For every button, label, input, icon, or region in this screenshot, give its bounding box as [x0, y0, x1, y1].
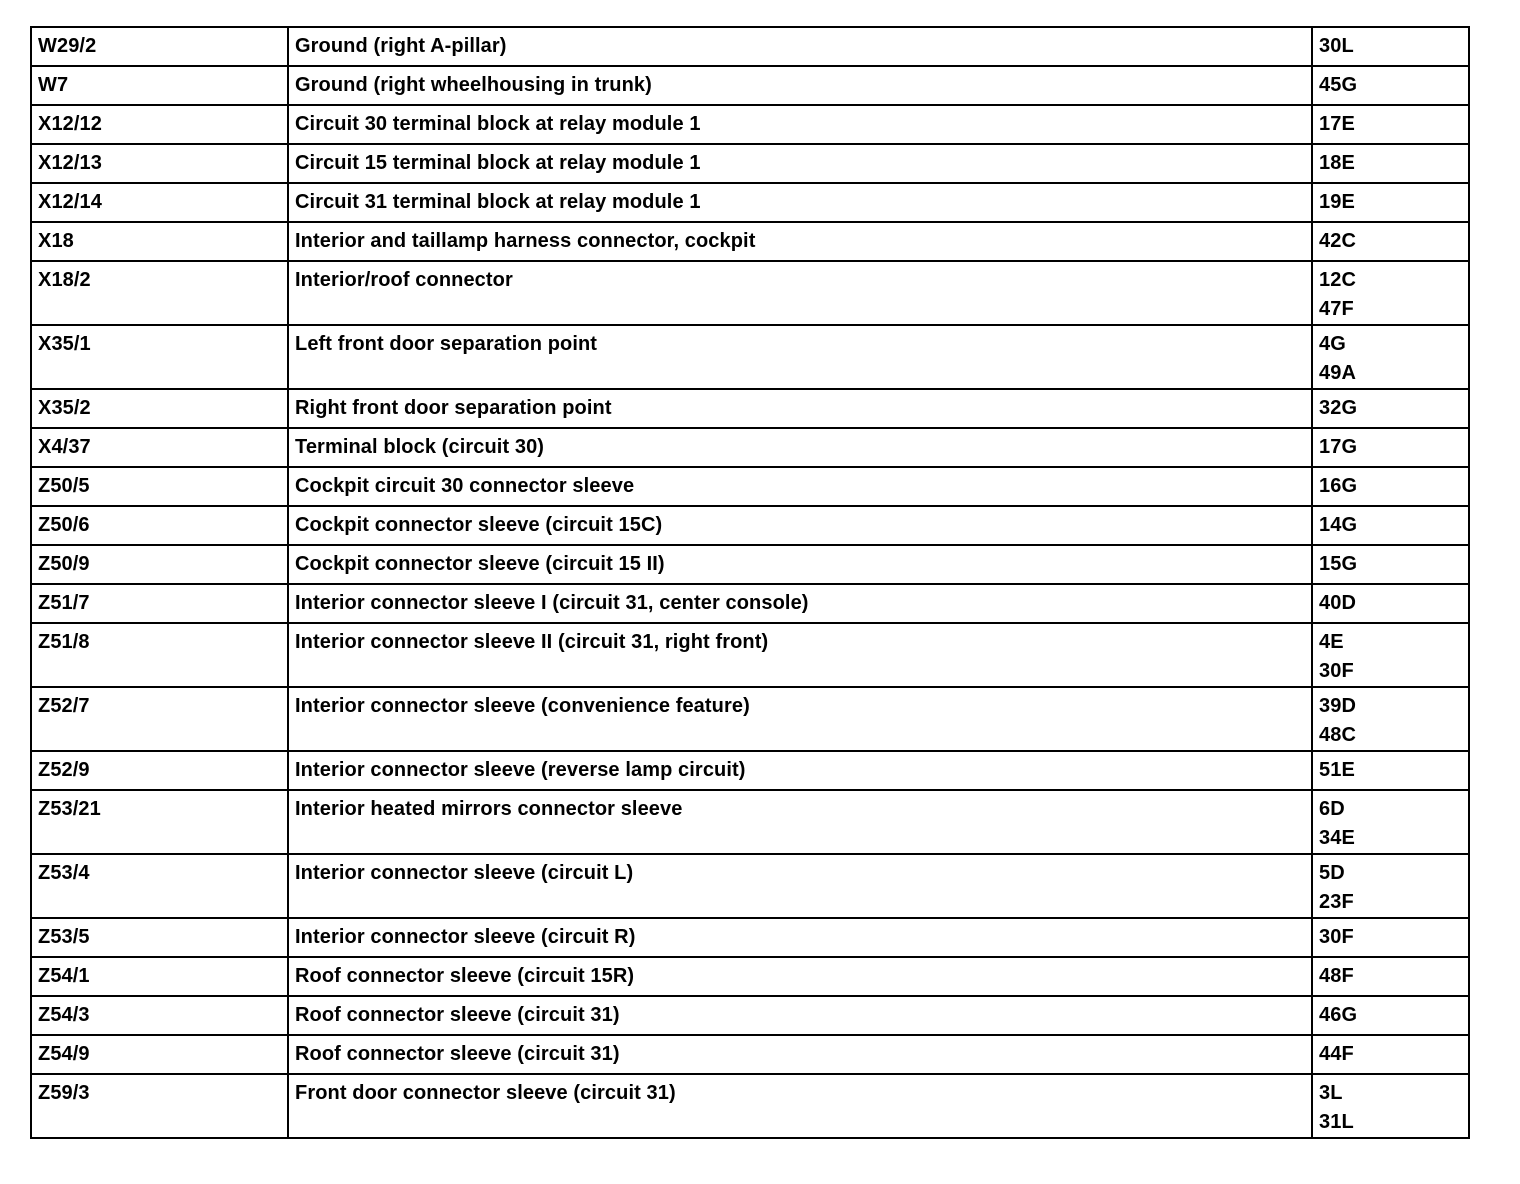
grid-location: 19E — [1319, 191, 1355, 213]
grid-location-cell — [1312, 1035, 1469, 1074]
table-row — [31, 506, 1469, 545]
grid-location: 4E — [1319, 631, 1344, 653]
grid-location: 42C — [1319, 230, 1356, 252]
component-code-cell: Z52/7 — [31, 687, 288, 751]
component-description-cell: Interior connector sleeve I (circuit 31, center console) — [288, 584, 1312, 623]
grid-location-cell — [1312, 623, 1469, 687]
grid-location-cell — [1312, 751, 1469, 790]
table-row — [31, 428, 1469, 467]
table-row — [31, 854, 1469, 918]
component-code-cell: X35/2 — [31, 389, 288, 428]
table-row — [31, 1035, 1469, 1074]
component-description-cell: Circuit 15 terminal block at relay module 1 — [288, 144, 1312, 183]
grid-location: 31L — [1319, 1111, 1354, 1133]
component-code-cell: Z59/3 — [31, 1074, 288, 1138]
component-description-cell: Interior connector sleeve (circuit L) — [288, 854, 1312, 918]
grid-location: 45G — [1319, 74, 1358, 96]
grid-location-cell — [1312, 687, 1469, 751]
component-code-cell: Z53/4 — [31, 854, 288, 918]
component-description-cell: Ground (right wheelhousing in trunk) — [288, 66, 1312, 105]
table-row — [31, 27, 1469, 66]
grid-location: 48C — [1319, 724, 1356, 746]
component-description-cell: Terminal block (circuit 30) — [288, 428, 1312, 467]
component-code-cell: Z54/9 — [31, 1035, 288, 1074]
component-code-cell: Z50/5 — [31, 467, 288, 506]
table-row — [31, 623, 1469, 687]
grid-location: 34E — [1319, 827, 1355, 849]
component-code-cell: Z53/21 — [31, 790, 288, 854]
component-description-cell: Interior connector sleeve (convenience feature) — [288, 687, 1312, 751]
grid-location-cell — [1312, 66, 1469, 105]
component-code-cell: X18/2 — [31, 261, 288, 325]
component-code-cell: X12/12 — [31, 105, 288, 144]
component-code-cell: W29/2 — [31, 27, 288, 66]
component-legend-table — [30, 26, 1470, 1139]
grid-location-cell — [1312, 105, 1469, 144]
component-description-cell: Circuit 30 terminal block at relay module 1 — [288, 105, 1312, 144]
grid-location: 30F — [1319, 660, 1354, 682]
grid-location-cell — [1312, 389, 1469, 428]
grid-location-cell — [1312, 1074, 1469, 1138]
component-description-cell: Interior connector sleeve (circuit R) — [288, 918, 1312, 957]
grid-location-cell — [1312, 428, 1469, 467]
grid-location: 23F — [1319, 891, 1354, 913]
component-description-cell: Ground (right A-pillar) — [288, 27, 1312, 66]
table-row — [31, 389, 1469, 428]
component-code-cell: X18 — [31, 222, 288, 261]
grid-location-cell — [1312, 467, 1469, 506]
legend-table-body — [31, 27, 1469, 1138]
component-code-cell: X12/13 — [31, 144, 288, 183]
component-code-cell: Z50/6 — [31, 506, 288, 545]
grid-location: 47F — [1319, 298, 1354, 320]
component-code-cell: Z52/9 — [31, 751, 288, 790]
grid-location-cell — [1312, 957, 1469, 996]
component-description-cell: Cockpit circuit 30 connector sleeve — [288, 467, 1312, 506]
component-description-cell: Roof connector sleeve (circuit 31) — [288, 1035, 1312, 1074]
table-row — [31, 66, 1469, 105]
grid-location-cell — [1312, 325, 1469, 389]
component-code-cell: X35/1 — [31, 325, 288, 389]
table-row — [31, 751, 1469, 790]
component-code-cell: Z51/7 — [31, 584, 288, 623]
component-code-cell: X4/37 — [31, 428, 288, 467]
grid-location: 4G — [1319, 333, 1346, 355]
table-row — [31, 222, 1469, 261]
component-description-cell: Left front door separation point — [288, 325, 1312, 389]
grid-location-cell — [1312, 261, 1469, 325]
component-code-cell: X12/14 — [31, 183, 288, 222]
component-code-cell: W7 — [31, 66, 288, 105]
grid-location: 51E — [1319, 759, 1355, 781]
component-description-cell: Interior heated mirrors connector sleeve — [288, 790, 1312, 854]
table-row — [31, 996, 1469, 1035]
grid-location: 30F — [1319, 926, 1354, 948]
component-code-cell: Z50/9 — [31, 545, 288, 584]
grid-location-cell — [1312, 854, 1469, 918]
component-description-cell: Cockpit connector sleeve (circuit 15 II) — [288, 545, 1312, 584]
table-row — [31, 183, 1469, 222]
grid-location: 15G — [1319, 553, 1358, 575]
grid-location: 6D — [1319, 798, 1345, 820]
grid-location-cell — [1312, 222, 1469, 261]
grid-location-cell — [1312, 545, 1469, 584]
table-row — [31, 325, 1469, 389]
grid-location: 44F — [1319, 1043, 1354, 1065]
component-code-cell: Z54/3 — [31, 996, 288, 1035]
grid-location: 30L — [1319, 35, 1354, 57]
grid-location-cell — [1312, 996, 1469, 1035]
table-row — [31, 467, 1469, 506]
grid-location-cell — [1312, 27, 1469, 66]
table-row — [31, 790, 1469, 854]
component-description-cell: Interior and taillamp harness connector, cockpit — [288, 222, 1312, 261]
table-row — [31, 918, 1469, 957]
grid-location: 14G — [1319, 514, 1358, 536]
grid-location-cell — [1312, 918, 1469, 957]
component-description-cell: Right front door separation point — [288, 389, 1312, 428]
grid-location: 5D — [1319, 862, 1345, 884]
component-legend-sheet — [30, 26, 1468, 1139]
component-description-cell: Roof connector sleeve (circuit 15R) — [288, 957, 1312, 996]
component-description-cell: Cockpit connector sleeve (circuit 15C) — [288, 506, 1312, 545]
table-row — [31, 545, 1469, 584]
grid-location: 12C — [1319, 269, 1356, 291]
component-code-cell: Z53/5 — [31, 918, 288, 957]
grid-location: 46G — [1319, 1004, 1358, 1026]
grid-location: 17E — [1319, 113, 1355, 135]
table-row — [31, 687, 1469, 751]
component-description-cell: Roof connector sleeve (circuit 31) — [288, 996, 1312, 1035]
table-row — [31, 144, 1469, 183]
grid-location: 49A — [1319, 362, 1356, 384]
table-row — [31, 957, 1469, 996]
table-row — [31, 105, 1469, 144]
component-description-cell: Interior connector sleeve II (circuit 31, right front) — [288, 623, 1312, 687]
component-code-cell: Z54/1 — [31, 957, 288, 996]
grid-location: 48F — [1319, 965, 1354, 987]
grid-location: 18E — [1319, 152, 1355, 174]
component-description-cell: Interior connector sleeve (reverse lamp circuit) — [288, 751, 1312, 790]
grid-location-cell — [1312, 790, 1469, 854]
table-row — [31, 584, 1469, 623]
grid-location: 39D — [1319, 695, 1356, 717]
grid-location: 40D — [1319, 592, 1356, 614]
grid-location-cell — [1312, 506, 1469, 545]
component-description-cell: Front door connector sleeve (circuit 31) — [288, 1074, 1312, 1138]
grid-location-cell — [1312, 144, 1469, 183]
component-description-cell: Circuit 31 terminal block at relay module 1 — [288, 183, 1312, 222]
grid-location: 16G — [1319, 475, 1358, 497]
grid-location: 17G — [1319, 436, 1358, 458]
table-row — [31, 261, 1469, 325]
component-code-cell: Z51/8 — [31, 623, 288, 687]
grid-location: 3L — [1319, 1082, 1343, 1104]
component-description-cell: Interior/roof connector — [288, 261, 1312, 325]
grid-location-cell — [1312, 584, 1469, 623]
grid-location: 32G — [1319, 397, 1358, 419]
table-row — [31, 1074, 1469, 1138]
grid-location-cell — [1312, 183, 1469, 222]
